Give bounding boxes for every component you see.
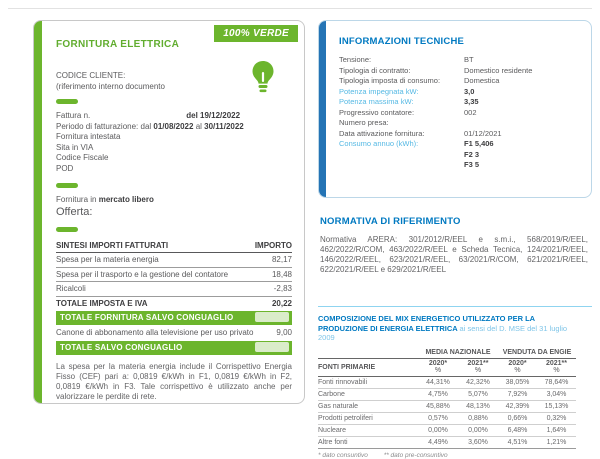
annual-consumption-values [464,139,494,171]
mix-value: 15,13% [537,400,576,412]
billing-period-al: al [195,121,202,131]
billed-amounts-table [56,239,292,311]
regulations-text: Normativa ARERA: 301/2012/R/EEL e s.m.i., 568/2019/R/EEL, 462/2022/R/COM, 463/2022/R/EEL e Scheda Tecnica, 124/2021/R/EEL, 146/2022/R/EEL, 623/2021/R/EEL, 63/2021/R/COM, 621/2021/R/EEL, 622/2021/R/EEL e 629/2021/R/EEL [320,235,588,274]
mix-value: 44,31% [418,376,458,388]
mix-value: 3,60% [458,436,498,448]
green-energy-badge: 100% VERDE [214,25,298,42]
green-dash-divider [56,183,78,188]
national-average-header: MEDIA NAZIONALE [425,348,491,356]
fiscal-code-line: Codice Fiscale [56,153,109,162]
source-label: Carbone [318,388,418,400]
info-label: Tipologia di contratto: [339,65,411,75]
year-label: 2021** [545,360,568,367]
table-row [56,253,292,268]
mix-data-row [318,376,576,388]
footnote-preconsuntivo: ** dato pre-consuntivo [383,451,448,459]
sold-by-engie-header: VENDUTA DA ENGIE [502,348,572,356]
right-column [318,20,592,459]
mix-data-row [318,424,576,436]
row-value: 18,48 [250,267,292,282]
info-row [339,76,581,87]
mix-value: 38,05% [498,376,537,388]
info-label: Numero presa: [339,118,389,127]
billing-period-end: 30/11/2022 [204,121,244,131]
source-label: Gas naturale [318,400,418,412]
mix-column-header-row [318,358,576,376]
page-top-divider [8,8,592,9]
mix-value: 42,39% [498,400,537,412]
row-label: Spesa per la materia energia [56,253,250,268]
annual-consumption-row [339,139,581,171]
technical-info-card [318,20,592,198]
info-row [339,118,581,129]
info-row [339,66,581,77]
info-label: Potenza impegnata kW: [339,86,419,96]
mix-value: 1,64% [537,424,576,436]
info-label: Tipologia imposta di consumo: [339,76,441,85]
invoice-number-label: Fattura n. [56,111,91,120]
mix-value: 45,88% [418,400,458,412]
info-value: BT [464,55,474,64]
info-row [339,108,581,119]
row-label: Spesa per il trasporto e la gestione del contatore [56,267,250,282]
row-value: 82,17 [250,253,292,268]
market-type-value: mercato libero [98,195,154,204]
tv-license-row [56,326,292,340]
mix-value: 0,57% [418,412,458,424]
mix-value: 42,32% [458,376,498,388]
mix-data-row [318,388,576,400]
green-dash-divider [56,227,78,232]
table-header-row [56,239,292,253]
codice-cliente-label: CODICE CLIENTE: [56,71,126,80]
mix-value: 0,00% [418,424,458,436]
mix-value: 7,92% [498,388,537,400]
energy-mix-table [318,348,576,449]
tv-license-value: 9,00 [276,327,292,337]
mix-value: 5,07% [458,388,498,400]
info-value: Domestica [464,76,500,85]
year-col-header [537,358,576,376]
year-col-header [418,358,458,376]
info-value: 3,0 [464,86,475,96]
source-label: Altre fonti [318,436,418,448]
info-row [339,97,581,108]
energy-mix-title-text: COMPOSIZIONE DEL MIX ENERGETICO UTILIZZATO PER LA PRODUZIONE DI ENERGIA ELETTRICA [318,314,535,333]
supply-address-line: Sita in VIA [56,142,94,152]
total-supply-label: TOTALE FORNITURA SALVO CONGUAGLIO [60,313,234,322]
info-row [339,87,581,98]
table-row [56,267,292,282]
mix-value: 0,00% [458,424,498,436]
mix-value: 3,04% [537,388,576,400]
redacted-value [255,312,289,322]
table-total-row [56,296,292,310]
technical-info-content [339,21,581,171]
technical-info-title: INFORMAZIONI TECNICHE [339,36,465,47]
billing-period-label: Periodo di fatturazione: dal [56,121,152,131]
electricity-supply-card [33,20,305,404]
row-label: TOTALE IMPOSTA E IVA [56,298,148,308]
supply-holder-line: Fornitura intestata [56,132,121,141]
mix-data-row [318,400,576,412]
total-supply-bar [56,311,292,325]
percent-symbol: % [474,367,482,374]
billing-period-line [56,122,292,133]
source-label: Prodotti petroliferi [318,412,418,424]
info-value: 002 [464,107,477,117]
info-row [339,55,581,66]
table-header-amount: IMPORTO [250,239,292,253]
source-label: Fonti rinnovabili [318,376,418,388]
info-value: Domestico residente [464,65,533,75]
pod-line: POD [56,163,74,173]
energy-mix-subtitle: ai sensi del D. MSE del 31 luglio 2009 [318,323,568,342]
year-col-header [498,358,537,376]
mix-footnotes [318,452,592,459]
mix-value: 4,49% [418,436,458,448]
info-value: 01/12/2021 [464,128,502,138]
energy-mix-title [318,314,584,343]
mix-group-header-row [318,348,576,359]
info-label: Consumo annuo (kWh): [339,139,419,148]
mix-value: 4,75% [418,388,458,400]
info-value: 3,35 [464,97,479,106]
table-row [56,282,292,297]
green-dash-divider [56,99,78,104]
market-type-prefix: Fornitura in [56,195,97,204]
info-label: Data attivazione fornitura: [339,128,425,138]
row-label: Ricalcoli [56,282,250,297]
year-col-header [458,358,498,376]
info-row [339,129,581,140]
table-header-label: SINTESI IMPORTI FATTURATI [56,239,250,253]
regulations-title: NORMATIVA DI RIFERIMENTO [320,216,461,227]
mix-data-row [318,412,576,424]
percent-symbol: % [514,367,521,374]
row-value: -2,83 [250,282,292,297]
mix-value: 1,21% [537,436,576,448]
consumption-f3: F3 5 [464,160,480,169]
grand-total-label: TOTALE SALVO CONGUAGLIO [60,342,183,352]
source-label: Nucleare [318,424,418,436]
mix-value: 4,51% [498,436,537,448]
year-label: 2020* [508,360,527,367]
mix-data-row [318,436,576,448]
mix-value: 0,32% [537,412,576,424]
mix-value: 0,66% [498,412,537,424]
footnote-consuntivo: * dato consuntivo [318,451,368,459]
card-title: FORNITURA ELETTRICA [56,39,180,50]
mix-value: 78,64% [537,376,576,388]
offer-label: Offerta: [56,205,93,218]
grand-total-bar [56,341,292,355]
info-label: Tensione: [339,55,372,64]
green-edge-stripe [34,21,42,403]
cef-note: La spesa per la materia energia include il Corrispettivo Energia Fisso (CEF) pari a: 0,0819 €/kWh in F1, 0,0819 €/kWh in F2, 0,0819 €/kWh in F3. Tale corrispettivo è utilizzato anche per valorizzare le perdite di rete. [56,361,292,401]
percent-symbol: % [434,367,442,374]
billing-period-start: 01/08/2022 [153,121,194,131]
regulations-section [318,216,592,275]
mix-value: 48,13% [458,400,498,412]
mix-value: 0,88% [458,412,498,424]
info-label: Potenza massima kW: [339,97,414,106]
left-card-content [56,21,292,403]
redacted-value [255,342,289,352]
year-label: 2020* [428,360,448,367]
row-value: 20,22 [271,298,292,308]
invoice-number-line [56,111,292,122]
mix-section-divider [318,306,592,307]
consumption-f2: F2 3 [464,149,480,159]
primary-sources-header: FONTI PRIMARIE [318,358,418,376]
codice-cliente-sub: (riferimento interno documento [56,81,165,91]
mix-value: 6,48% [498,424,537,436]
year-label: 2021** [467,360,489,367]
info-label: Progressivo contatore: [339,107,415,117]
invoice-date: del 19/12/2022 [186,111,241,120]
blue-edge-stripe [319,21,326,197]
percent-symbol: % [553,367,560,374]
market-type-line [56,195,292,206]
tv-license-label: Canone di abbonamento alla televisione per uso privato [56,327,254,337]
consumption-f1: F1 5,406 [464,139,494,148]
